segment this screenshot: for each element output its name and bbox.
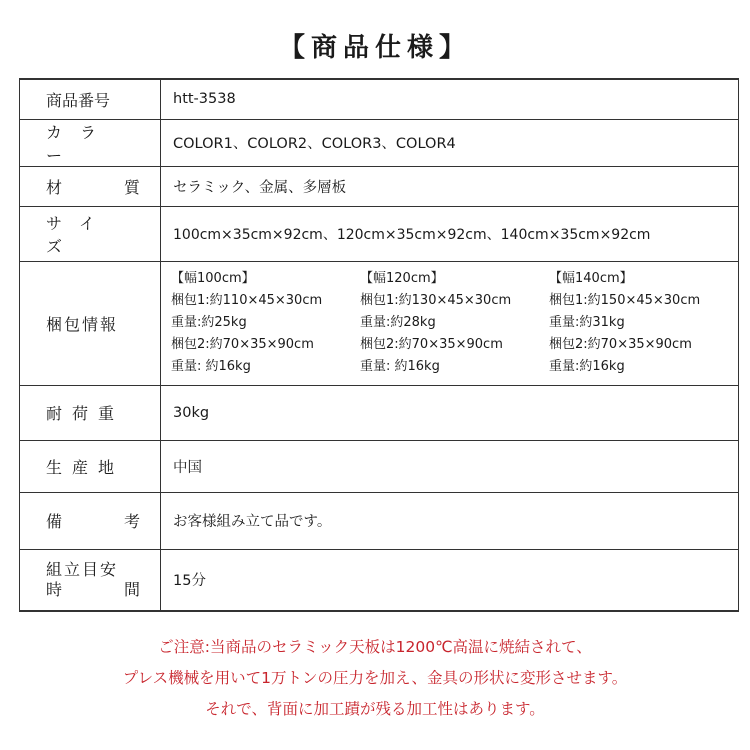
notice-line: プレス機械を用いて1万トンの圧力を加え、金具の形状に変形させます。	[122, 669, 628, 687]
packaging-line: 梱包2:約70×35×90cm	[549, 337, 692, 352]
label-text: 梱包情報	[46, 314, 119, 334]
packaging-line: 梱包2:約70×35×90cm	[171, 337, 314, 352]
packaging-heading: 【幅100cm】	[171, 271, 255, 286]
row-size	[20, 206, 739, 261]
label-char: 備	[46, 512, 63, 531]
notice-line: ご注意:当商品のセラミック天板は1200℃高温に焼結されて、	[158, 638, 592, 656]
label-text: サイズ	[46, 213, 113, 256]
packaging-line: 梱包1:約130×45×30cm	[360, 293, 512, 308]
page-title: 【商品仕様】	[278, 33, 471, 63]
row-notes	[20, 492, 739, 549]
packaging-line: 梱包2:約70×35×90cm	[360, 337, 503, 352]
label-load-capacity	[20, 385, 161, 440]
packaging-columns	[171, 268, 738, 378]
row-assembly-time	[20, 549, 739, 611]
packaging-heading: 【幅140cm】	[549, 271, 633, 286]
label-assembly-time	[20, 549, 161, 611]
row-origin	[20, 440, 739, 492]
label-notes	[20, 492, 161, 549]
label-packaging	[20, 261, 161, 385]
value-load-capacity: 30kg	[161, 385, 739, 440]
packaging-column	[171, 268, 360, 378]
packaging-line: 重量:約16kg	[549, 359, 625, 374]
label-text: 組立目安	[46, 559, 119, 579]
label-origin	[20, 440, 161, 492]
packaging-line: 重量:約28kg	[360, 315, 436, 330]
label-material	[20, 166, 161, 206]
label-text: カラー	[46, 122, 115, 165]
packaging-column	[360, 268, 549, 378]
value-product-number: htt-3538	[161, 79, 739, 119]
label-color	[20, 119, 161, 166]
label-char: 材	[46, 177, 63, 197]
value-color: COLOR1、COLOR2、COLOR3、COLOR4	[161, 119, 739, 166]
label-text: 生産地	[46, 457, 125, 477]
label-text: 耐荷重	[46, 404, 125, 423]
packaging-line: 梱包1:約150×45×30cm	[549, 293, 701, 308]
packaging-heading: 【幅120cm】	[360, 271, 444, 286]
value-packaging	[161, 261, 739, 385]
label-char: 間	[123, 579, 140, 599]
value-notes: お客様組み立て品です。	[161, 492, 739, 549]
packaging-line: 重量: 約16kg	[171, 359, 251, 374]
packaging-line: 重量:約31kg	[549, 315, 625, 330]
row-material	[20, 166, 739, 206]
notice-line: それで、背面に加工蹟が残る加工性はあります。	[205, 700, 545, 718]
value-material: セラミック、金属、多層板	[161, 166, 739, 206]
label-char: 質	[123, 177, 140, 197]
notice-text	[0, 632, 750, 725]
spec-table	[19, 78, 739, 612]
row-packaging	[20, 261, 739, 385]
row-load-capacity	[20, 385, 739, 440]
row-color	[20, 119, 739, 166]
label-product-number	[20, 79, 161, 119]
packaging-line: 梱包1:約110×45×30cm	[171, 293, 323, 308]
packaging-line: 重量: 約16kg	[360, 359, 440, 374]
value-size: 100cm×35cm×92cm、120cm×35cm×92cm、140cm×35cm×92cm	[161, 206, 739, 261]
label-text: 商品番号	[46, 90, 111, 110]
label-char: 時	[46, 579, 63, 599]
label-char: 考	[123, 512, 140, 531]
value-assembly-time: 15分	[161, 549, 739, 611]
label-size	[20, 206, 161, 261]
row-product-number	[20, 79, 739, 119]
packaging-column	[549, 268, 738, 378]
packaging-line: 重量:約25kg	[171, 315, 247, 330]
value-origin: 中国	[161, 440, 739, 492]
